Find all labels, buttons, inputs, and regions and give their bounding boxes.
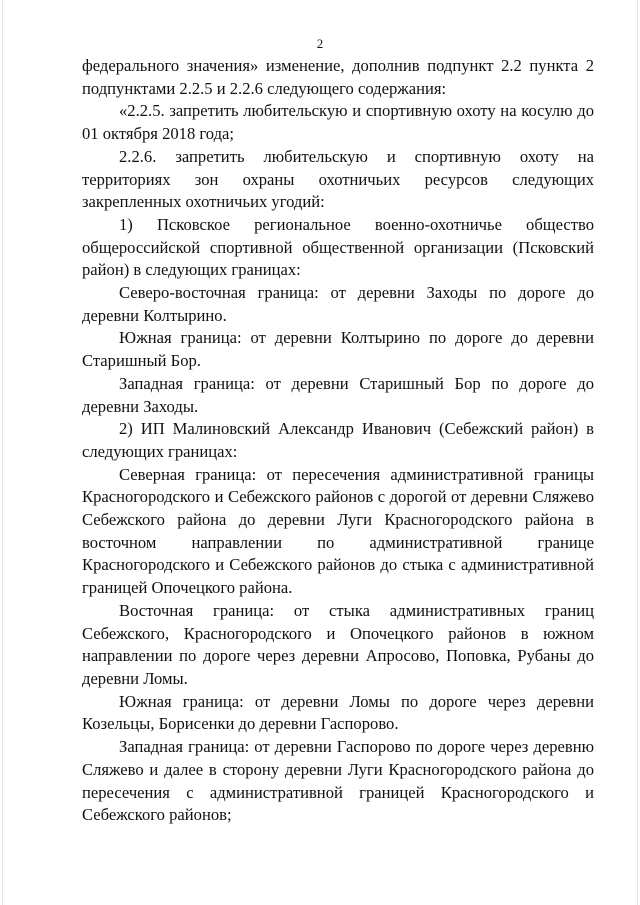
- paragraph-west-border-2: Западная граница: от деревни Гаспорово по дороге через деревню Сляжево и далее в сторону деревни Луги Красногородского района до пересечения с административной границей Красногородского и Себежского районов;: [82, 737, 594, 825]
- page-edge-right: [637, 0, 638, 905]
- page-edge-left: [2, 0, 3, 905]
- paragraph-northeast-border: Северо-восточная граница: от деревни Заходы по дороге до деревни Колтырино.: [82, 283, 594, 325]
- paragraph-south-border-1: Южная граница: от деревни Колтырино по дороге до деревни Старишный Бор.: [82, 328, 594, 371]
- page-number: 2: [316, 36, 324, 51]
- document-body: [82, 55, 594, 827]
- paragraph-west-border-1: Западная граница: от деревни Старишный Бор по дороге до деревни Заходы.: [82, 373, 594, 416]
- paragraph-intro: федерального значения» изменение, дополнив подпункт 2.2 пункта 2 подпунктами 2.2.5 и 2.2.6 следующего содержания:: [82, 56, 594, 98]
- paragraph-item-2: 2) ИП Малиновский Александр Иванович (Себежский район) в следующих границах:: [82, 419, 594, 461]
- paragraph-item-1: 1) Псковское региональное военно-охотничье общество общероссийской спортивной общественной организации (Псковский район) в следующих границах:: [82, 214, 594, 280]
- paragraph-north-border: Северная граница: от пересечения административной границы Красногородского и Себежского районов с дорогой от деревни Сляжево Себежского района до деревни Луги Красногородского района в восточном направлении по административной границе Красногородского и Себежского районов до стыка с административной границей Опочецкого района.: [82, 464, 594, 598]
- paragraph-east-border: Восточная граница: от стыка административных границ Себежского, Красногородского и Опочецкого районов в южном направлении по дороге через деревни Апросово, Поповка, Рубаны до деревни Ломы.: [82, 600, 594, 688]
- paragraph-2-2-5: «2.2.5. запретить любительскую и спортивную охоту на косулю до 01 октября 2018 года;: [82, 101, 594, 144]
- paragraph-south-border-2: Южная граница: от деревни Ломы по дороге через деревни Козельцы, Борисенки до деревни Гаспорово.: [82, 691, 594, 734]
- paragraph-2-2-6: 2.2.6. запретить любительскую и спортивную охоту на территориях зон охраны охотничьих ресурсов следующих закрепленных охотничьих угодий:: [82, 146, 594, 212]
